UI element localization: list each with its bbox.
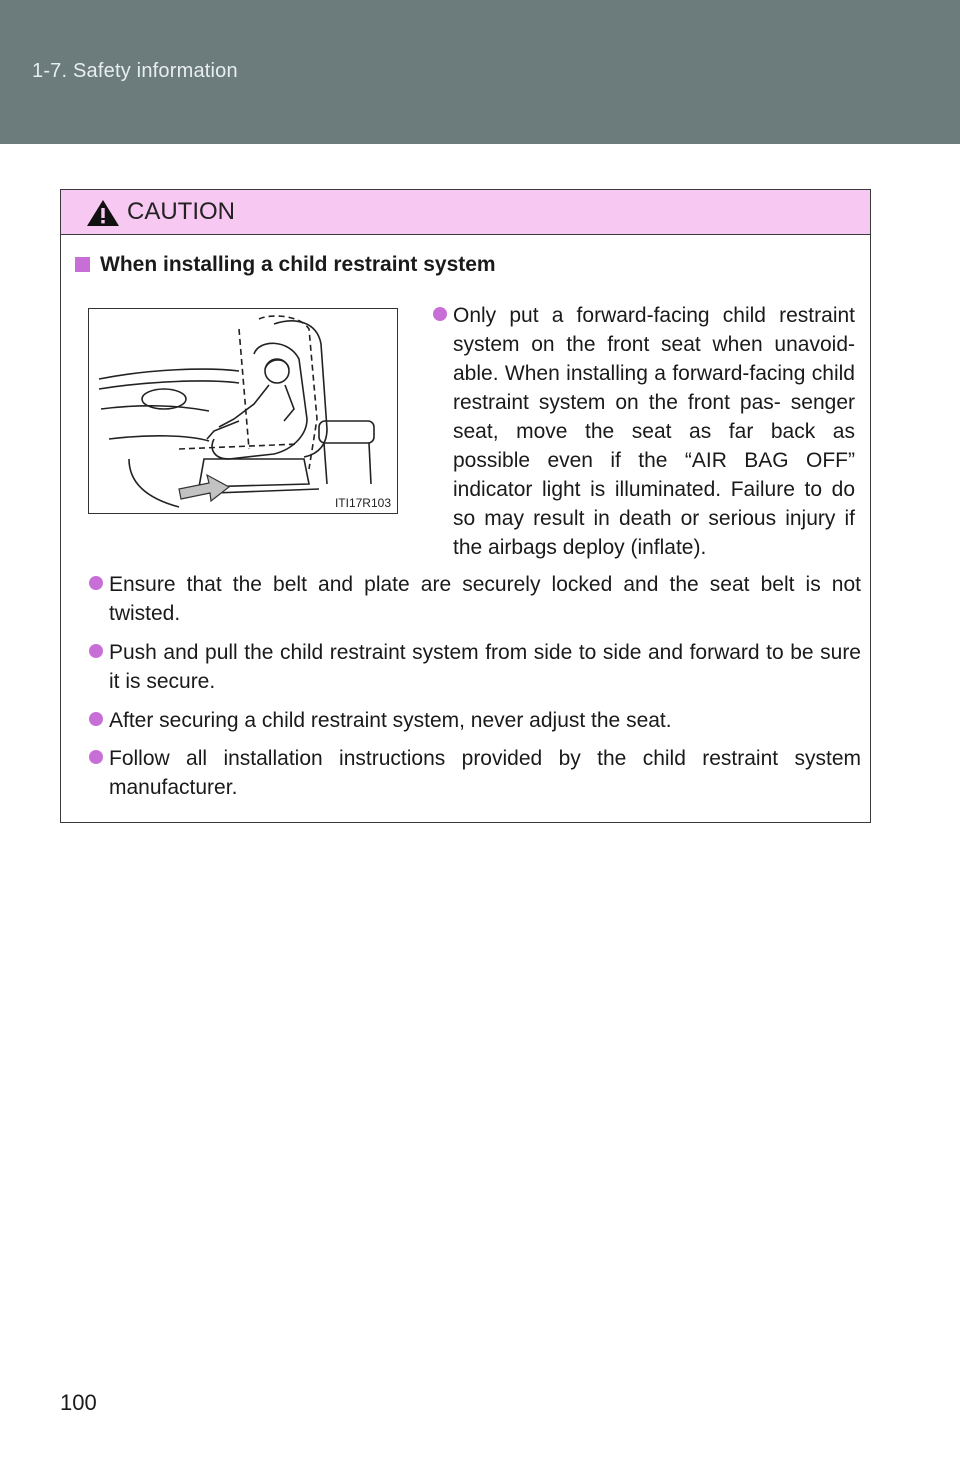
- bullet-dot-icon: [89, 576, 103, 590]
- page-number: 100: [60, 1390, 97, 1415]
- page-header: [0, 0, 960, 144]
- bullet-dot-icon: [433, 307, 447, 321]
- figure-code: ITI17R103: [334, 496, 391, 510]
- bullet-text: After securing a child restraint system, never adjust the seat.: [109, 709, 672, 732]
- bullet-dot-icon: [89, 644, 103, 658]
- bullet-text: Only put a forward-facing child restraint system on the front seat when unavoid- able. When installing a forward-facing child restraint system on the front pas- senger seat, move the seat as far back as possible even if the “AIR BAG OFF” indicator light is illuminated. Failure to do so may result in death or serious injury if the airbags deploy (inflate).: [453, 304, 855, 559]
- bullet-text: Push and pull the child restraint system from side to side and forward to be sure it is secure.: [109, 641, 861, 693]
- bullet-text: Follow all installation instructions provided by the child restraint system manufacturer.: [109, 747, 861, 799]
- bullet-item: [453, 301, 855, 562]
- caution-header: [61, 190, 870, 235]
- bullet-dot-icon: [89, 712, 103, 726]
- square-bullet-icon: [75, 257, 90, 272]
- bullet-item: [109, 706, 861, 735]
- section-title: 1-7. Safety information: [32, 60, 238, 82]
- caution-subheading: [75, 253, 496, 277]
- bullet-item: [109, 744, 861, 802]
- bullet-item: [109, 638, 861, 696]
- warning-triangle-icon: [85, 198, 121, 228]
- caution-title: CAUTION: [127, 198, 235, 225]
- child-seat-illustration: [88, 308, 398, 514]
- bullet-dot-icon: [89, 750, 103, 764]
- child-seat-drawing: [89, 309, 397, 513]
- caution-box: [60, 189, 871, 823]
- bullet-text: Ensure that the belt and plate are securely locked and the seat belt is not twisted.: [109, 573, 861, 625]
- subheading-text: When installing a child restraint system: [100, 253, 496, 276]
- bullet-item: [109, 570, 861, 628]
